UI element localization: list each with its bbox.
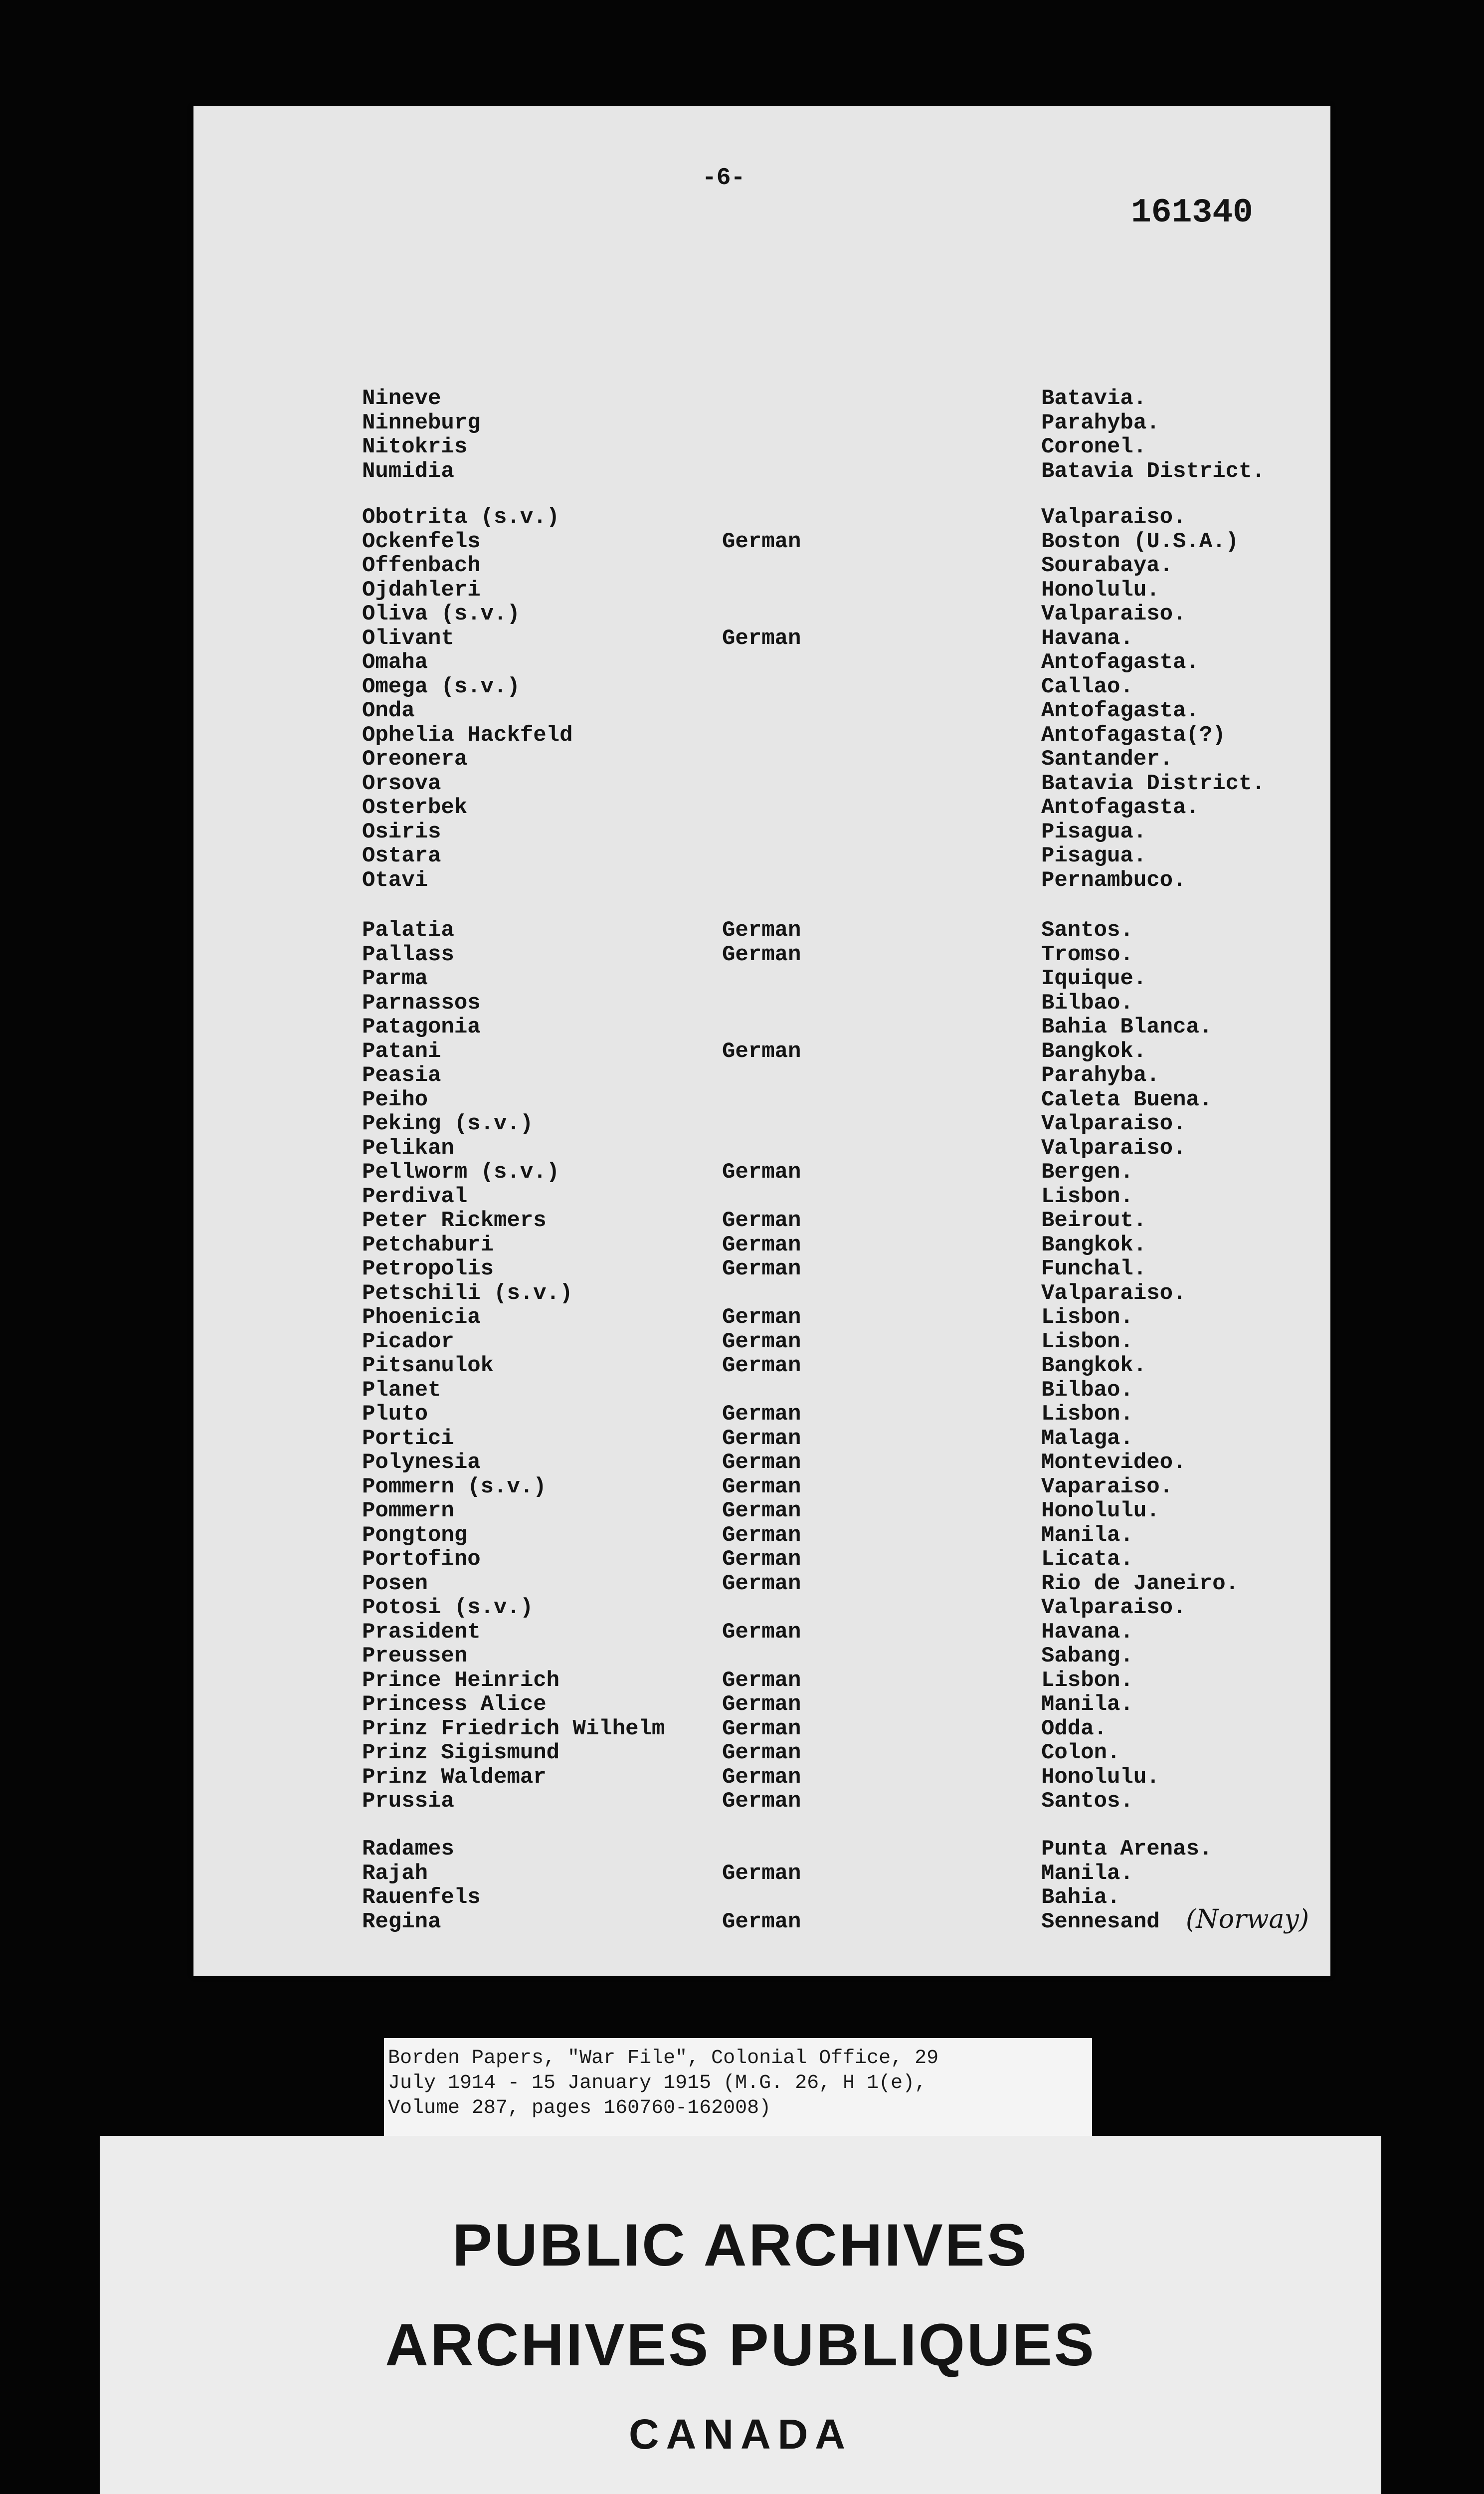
ship-name: Patagonia [362, 1015, 481, 1039]
ship-destination: Parahyba. [1041, 1063, 1160, 1088]
ship-name: Osiris [362, 819, 441, 844]
ship-name: Prasident [362, 1619, 481, 1645]
ship-name: Parnassos [362, 990, 481, 1016]
ship-nationality: German [722, 1160, 801, 1185]
ship-name: Otavi [362, 867, 428, 893]
ship-destination: Batavia District. [1041, 771, 1265, 796]
ship-destination: Bergen. [1041, 1160, 1133, 1185]
ship-destination: Rio de Janeiro. [1041, 1571, 1239, 1596]
ship-destination: Colon. [1041, 1740, 1120, 1765]
ship-destination: Manila. [1041, 1861, 1133, 1886]
ship-destination: Pernambuco. [1041, 867, 1186, 893]
ship-nationality: German [722, 1789, 801, 1814]
ship-destination: Lisbon. [1041, 1305, 1133, 1330]
ship-nationality: German [722, 1764, 801, 1790]
ship-name: Prinz Friedrich Wilhelm [362, 1716, 665, 1741]
ship-name: Petschili (s.v.) [362, 1280, 573, 1306]
ship-destination: Bangkok. [1041, 1353, 1147, 1378]
ship-destination: Antofagasta. [1041, 698, 1199, 723]
ship-destination: Manila. [1041, 1522, 1133, 1548]
ship-destination: Pisagua. [1041, 843, 1147, 868]
source-line: Volume 287, pages 160760-162008) [388, 2097, 771, 2119]
ship-name: Omaha [362, 650, 428, 675]
ship-name: Radames [362, 1837, 454, 1862]
ship-destination: Honolulu. [1041, 1498, 1160, 1523]
ship-name: Preussen [362, 1644, 468, 1668]
ship-name: Onda [362, 698, 415, 723]
ship-name: Prinz Sigismund [362, 1740, 560, 1765]
ship-destination: Antofagasta. [1041, 650, 1199, 675]
ship-name: Prussia [362, 1789, 454, 1814]
ship-destination: Sabang. [1041, 1644, 1133, 1668]
ship-nationality: German [722, 625, 801, 651]
ship-name: Prince Heinrich [362, 1667, 560, 1693]
ship-name: Prinz Waldemar [362, 1764, 547, 1790]
ship-destination: Montevideo. [1041, 1450, 1186, 1475]
ship-destination: Lisbon. [1041, 1329, 1133, 1354]
ship-name: Rauenfels [362, 1885, 481, 1910]
ship-nationality: German [722, 1692, 801, 1717]
ship-name: Rajah [362, 1861, 428, 1886]
ship-name: Ostara [362, 843, 441, 868]
ship-nationality: German [722, 1450, 801, 1475]
archive-stamp [100, 2136, 1381, 2494]
ship-name: Peking (s.v.) [362, 1111, 534, 1136]
ship-destination: Sourabaya. [1041, 553, 1173, 578]
ship-destination: Santos. [1041, 918, 1133, 943]
ship-destination: Antofagasta(?) [1041, 722, 1226, 748]
ship-destination: Tromso. [1041, 942, 1133, 967]
ship-destination: Batavia District. [1041, 458, 1265, 484]
ship-name: Palatia [362, 918, 454, 943]
ship-name: Regina [362, 1909, 441, 1934]
ship-name: Picador [362, 1329, 454, 1354]
ship-name: Ninneburg [362, 410, 481, 435]
ship-name: Perdival [362, 1184, 468, 1209]
ship-destination: Odda. [1041, 1716, 1108, 1741]
ship-nationality: German [722, 1740, 801, 1765]
ship-nationality: German [722, 1498, 801, 1523]
ship-destination: Honolulu. [1041, 577, 1160, 603]
ship-nationality: German [722, 1232, 801, 1257]
ship-destination: Sennesand [1041, 1909, 1160, 1934]
ship-name: Offenbach [362, 553, 481, 578]
ship-nationality: German [722, 1256, 801, 1281]
ship-destination: Parahyba. [1041, 410, 1160, 435]
handwritten-note: (Norway) [1186, 1904, 1309, 1934]
ship-destination: Valparaiso. [1041, 505, 1186, 530]
stamp-country: CANADA [629, 2411, 852, 2458]
ship-name: Peasia [362, 1063, 441, 1088]
ship-destination: Boston (U.S.A.) [1041, 529, 1239, 554]
ship-name: Ojdahleri [362, 577, 481, 603]
ship-nationality: German [722, 1861, 801, 1886]
ship-name: Petropolis [362, 1256, 494, 1281]
ship-name: Numidia [362, 458, 454, 484]
ship-nationality: German [722, 529, 801, 554]
ship-destination: Callao. [1041, 674, 1133, 699]
ship-destination: Bahia Blanca. [1041, 1015, 1213, 1039]
ship-name: Nineve [362, 386, 441, 411]
ship-name: Pommern (s.v.) [362, 1474, 547, 1499]
ship-destination: Bilbao. [1041, 990, 1133, 1016]
ship-name: Peter Rickmers [362, 1208, 547, 1233]
ship-nationality: German [722, 1305, 801, 1330]
ship-destination: Santander. [1041, 747, 1173, 772]
ship-name: Portofino [362, 1547, 481, 1572]
ship-destination: Caleta Buena. [1041, 1087, 1213, 1112]
ship-nationality: German [722, 942, 801, 967]
ship-name: Polynesia [362, 1450, 481, 1475]
ship-destination: Funchal. [1041, 1256, 1147, 1281]
page-number: -6- [702, 165, 745, 192]
ship-name: Oliva (s.v.) [362, 602, 520, 626]
source-line: July 1914 - 15 January 1915 (M.G. 26, H 1(e), [388, 2072, 927, 2094]
ship-name: Nitokris [362, 434, 468, 459]
ship-destination: Valparaiso. [1041, 1595, 1186, 1620]
ship-destination: Antofagasta. [1041, 795, 1199, 820]
ship-destination: Bangkok. [1041, 1232, 1147, 1257]
ship-nationality: German [722, 1329, 801, 1354]
ship-destination: Bilbao. [1041, 1377, 1133, 1403]
ship-destination: Manila. [1041, 1692, 1133, 1717]
stamp-english: PUBLIC ARCHIVES [452, 2212, 1029, 2279]
ship-name: Princess Alice [362, 1692, 547, 1717]
ship-nationality: German [722, 1667, 801, 1693]
ship-name: Petchaburi [362, 1232, 494, 1257]
ship-destination: Havana. [1041, 625, 1133, 651]
ship-nationality: German [722, 1909, 801, 1934]
ship-name: Omega (s.v.) [362, 674, 520, 699]
source-label [384, 2038, 1092, 2137]
ship-name: Potosi (s.v.) [362, 1595, 534, 1620]
ship-name: Olivant [362, 625, 454, 651]
ship-destination: Santos. [1041, 1789, 1133, 1814]
ship-name: Pommern [362, 1498, 454, 1523]
ship-name: Parma [362, 966, 428, 991]
ship-destination: Bahia. [1041, 1885, 1120, 1910]
ship-nationality: German [722, 1571, 801, 1596]
source-line: Borden Papers, "War File", Colonial Office, 29 [388, 2047, 939, 2070]
ship-destination: Licata. [1041, 1547, 1133, 1572]
ship-destination: Vaparaiso. [1041, 1474, 1173, 1499]
ship-nationality: German [722, 1426, 801, 1451]
ship-name: Patani [362, 1039, 441, 1064]
ship-nationality: German [722, 1402, 801, 1427]
ship-name: Orsova [362, 771, 441, 796]
ship-name: Obotrita (s.v.) [362, 505, 560, 530]
ship-name: Osterbek [362, 795, 468, 820]
ship-destination: Lisbon. [1041, 1402, 1133, 1427]
ship-name: Ockenfels [362, 529, 481, 554]
ship-name: Planet [362, 1377, 441, 1403]
ship-name: Pongtong [362, 1522, 468, 1548]
ship-name: Oreonera [362, 747, 468, 772]
ship-destination: Malaga. [1041, 1426, 1133, 1451]
ship-nationality: German [722, 1208, 801, 1233]
ship-destination: Valparaiso. [1041, 1135, 1186, 1161]
ship-destination: Valparaiso. [1041, 602, 1186, 626]
ship-name: Phoenicia [362, 1305, 481, 1330]
ship-name: Posen [362, 1571, 428, 1596]
document-sheet [193, 106, 1330, 1976]
ship-destination: Beirout. [1041, 1208, 1147, 1233]
ship-destination: Iquique. [1041, 966, 1147, 991]
ship-nationality: German [722, 1716, 801, 1741]
ship-name: Ophelia Hackfeld [362, 722, 573, 748]
ship-destination: Valparaiso. [1041, 1280, 1186, 1306]
ship-name: Pellworm (s.v.) [362, 1160, 560, 1185]
ship-destination: Punta Arenas. [1041, 1837, 1213, 1862]
stamp-french: ARCHIVES PUBLIQUES [385, 2311, 1096, 2378]
ship-name: Pallass [362, 942, 454, 967]
ship-name: Portici [362, 1426, 454, 1451]
ship-nationality: German [722, 1039, 801, 1064]
ship-nationality: German [722, 1547, 801, 1572]
ship-destination: Bangkok. [1041, 1039, 1147, 1064]
ship-nationality: German [722, 1619, 801, 1645]
ship-name: Pelikan [362, 1135, 454, 1161]
ship-destination: Lisbon. [1041, 1667, 1133, 1693]
file-number: 161340 [1131, 194, 1253, 232]
ship-name: Peiho [362, 1087, 428, 1112]
ship-nationality: German [722, 918, 801, 943]
ship-destination: Coronel. [1041, 434, 1147, 459]
ship-destination: Havana. [1041, 1619, 1133, 1645]
ship-nationality: German [722, 1522, 801, 1548]
ship-destination: Batavia. [1041, 386, 1147, 411]
ship-destination: Valparaiso. [1041, 1111, 1186, 1136]
ship-nationality: German [722, 1474, 801, 1499]
ship-nationality: German [722, 1353, 801, 1378]
ship-name: Pluto [362, 1402, 428, 1427]
ship-destination: Lisbon. [1041, 1184, 1133, 1209]
ship-destination: Pisagua. [1041, 819, 1147, 844]
ship-destination: Honolulu. [1041, 1764, 1160, 1790]
ship-name: Pitsanulok [362, 1353, 494, 1378]
